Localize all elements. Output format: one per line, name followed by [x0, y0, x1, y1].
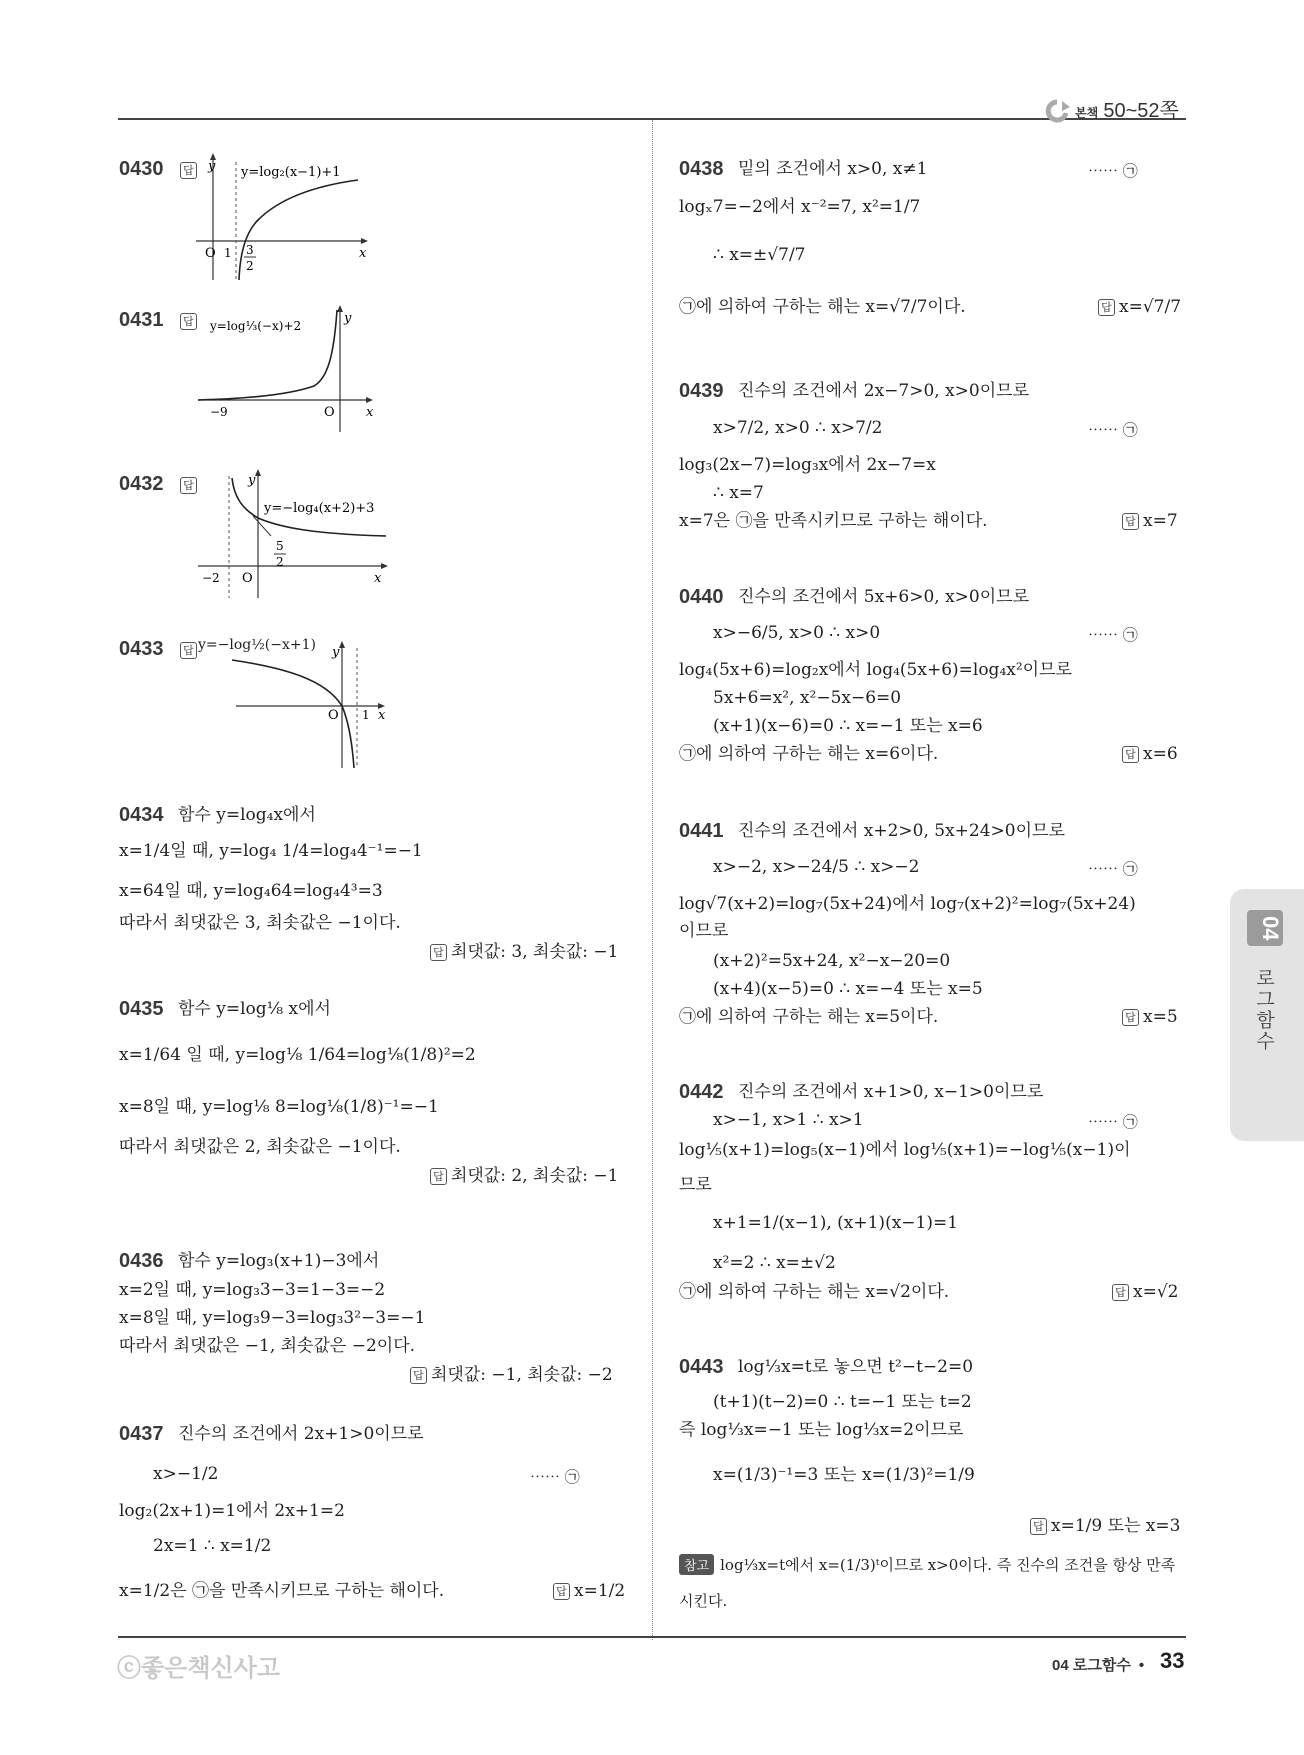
- bookmark-arrow-icon: [1044, 99, 1070, 123]
- svg-text:y: y: [332, 645, 340, 660]
- text-line: 2x=1 ∴ x=1/2: [153, 1536, 272, 1556]
- svg-text:y: y: [344, 311, 352, 326]
- svg-text:x: x: [359, 246, 367, 261]
- condition-mark: ⋯⋯ ㉠: [530, 1468, 580, 1486]
- problem-number-0437: 0437: [119, 1423, 164, 1445]
- text-line: x>−1, x>1 ∴ x>1: [713, 1110, 864, 1130]
- text-line: x=8일 때, y=log₃9−3=log₃3²−3=−1: [119, 1308, 426, 1328]
- text-line: 함수 y=log₄x에서: [178, 805, 316, 825]
- problem-number-0443: 0443: [679, 1356, 724, 1378]
- text-line: 이므로: [679, 921, 729, 941]
- svg-text:3: 3: [246, 243, 254, 257]
- problem-number-0440: 0440: [679, 586, 724, 608]
- svg-text:O: O: [242, 571, 253, 586]
- condition-mark: ⋯⋯ ㉠: [1088, 860, 1138, 878]
- answer-icon: 답: [180, 311, 201, 330]
- answer-icon: 답: [180, 640, 201, 659]
- svg-text:2: 2: [246, 259, 254, 273]
- answer-icon: 답: [180, 160, 201, 179]
- svg-text:O: O: [205, 246, 216, 261]
- graph-0430: [196, 152, 376, 282]
- svg-text:−2: −2: [202, 571, 220, 585]
- text-line: (x+1)(x−6)=0 ∴ x=−1 또는 x=6: [713, 716, 983, 736]
- text-line: ∴ x=7: [713, 483, 764, 503]
- text-line: x>−6/5, x>0 ∴ x>0: [713, 623, 881, 643]
- svg-text:O: O: [328, 708, 339, 723]
- footer-chapter: 04 로그함수 •: [1052, 1657, 1145, 1674]
- text-line: ㉠에 의하여 구하는 해는 x=6이다.: [679, 744, 939, 764]
- text-line: 5x+6=x², x²−5x−6=0: [713, 688, 902, 708]
- problem-number-0435: 0435: [119, 998, 164, 1020]
- book-label: 본책: [1075, 106, 1099, 120]
- answer-line: 답 x=7: [1122, 510, 1178, 532]
- problem-number-0431: 0431: [119, 309, 164, 331]
- text-line: 므로: [679, 1175, 712, 1195]
- text-line: 진수의 조건에서 5x+6>0, x>0이므로: [738, 587, 1030, 607]
- svg-text:1: 1: [362, 708, 370, 722]
- text-line: x+1=1/(x−1), (x+1)(x−1)=1: [713, 1213, 959, 1233]
- text-line: x²=2 ∴ x=±√2: [713, 1253, 836, 1273]
- condition-mark: ⋯⋯ ㉠: [1088, 421, 1138, 439]
- text-line: x=1/2은 ㉠을 만족시키므로 구하는 해이다.: [119, 1581, 445, 1601]
- text-line: (x+2)²=5x+24, x²−x−20=0: [713, 951, 951, 971]
- chapter-tab-number: 04: [1247, 910, 1283, 946]
- text-line: ㉠에 의하여 구하는 해는 x=√2이다.: [679, 1282, 950, 1302]
- column-divider: [652, 120, 653, 1640]
- text-line: 따라서 최댓값은 2, 최솟값은 −1이다.: [119, 1137, 401, 1157]
- problem-number-0432: 0432: [119, 473, 164, 495]
- text-line: log₂(2x+1)=1에서 2x+1=2: [119, 1501, 345, 1521]
- text-line: ㉠에 의하여 구하는 해는 x=5이다.: [679, 1007, 939, 1027]
- problem-number-0436: 0436: [119, 1250, 164, 1272]
- answer-line: 답 x=1/9 또는 x=3: [1030, 1515, 1181, 1537]
- answer-line: 답 x=5: [1122, 1006, 1178, 1028]
- text-line: log₄(5x+6)=log₂x에서 log₄(5x+6)=log₄x²이므로: [679, 660, 1072, 680]
- text-line: 따라서 최댓값은 3, 최솟값은 −1이다.: [119, 913, 401, 933]
- svg-text:−9: −9: [210, 405, 228, 419]
- text-line: ∴ x=±√7/7: [713, 245, 806, 265]
- problem-number-0439: 0439: [679, 380, 724, 402]
- condition-mark: ⋯⋯ ㉠: [1088, 626, 1138, 644]
- graph-0432: [196, 466, 416, 606]
- problem-number-0430: 0430: [119, 158, 164, 180]
- text-line: 함수 y=log₃(x+1)−3에서: [178, 1251, 380, 1271]
- graph-0433: [226, 640, 406, 770]
- text-line: log√7(x+2)=log₇(5x+24)에서 log₇(x+2)²=log₇(5x+24): [679, 894, 1136, 914]
- chapter-tab-title: 로그함수: [1253, 968, 1275, 1052]
- text-line: 함수 y=log⅛ x에서: [178, 999, 331, 1019]
- svg-text:O: O: [324, 405, 335, 420]
- svg-text:x: x: [366, 405, 374, 420]
- text-line: ㉠에 의하여 구하는 해는 x=√7/7이다.: [679, 297, 966, 317]
- text-line: log⅕(x+1)=log₅(x−1)에서 log⅕(x+1)=−log⅕(x−1)이: [679, 1140, 1131, 1160]
- text-line: x=1/64 일 때, y=log⅛ 1/64=log⅛(1/8)²=2: [119, 1045, 476, 1065]
- answer-line: 답 x=√7/7: [1098, 296, 1181, 318]
- svg-text:y: y: [248, 473, 256, 488]
- text-line: (t+1)(t−2)=0 ∴ t=−1 또는 t=2: [713, 1392, 972, 1412]
- text-line: x=7은 ㉠을 만족시키므로 구하는 해이다.: [679, 511, 988, 531]
- page-range: 50~52쪽: [1103, 100, 1179, 122]
- svg-text:2: 2: [276, 555, 284, 569]
- text-line: log₃(2x−7)=log₃x에서 2x−7=x: [679, 455, 936, 475]
- problem-number-0442: 0442: [679, 1081, 724, 1103]
- problem-number-0438: 0438: [679, 158, 724, 180]
- svg-text:y=log⅓(−x)+2: y=log⅓(−x)+2: [210, 319, 302, 333]
- text-line: x=2일 때, y=log₃3−3=1−3=−2: [119, 1280, 386, 1300]
- text-line: x=8일 때, y=log⅛ 8=log⅛(1/8)⁻¹=−1: [119, 1097, 439, 1117]
- svg-text:x: x: [374, 571, 382, 586]
- text-line: (x+4)(x−5)=0 ∴ x=−4 또는 x=5: [713, 979, 983, 999]
- text-line: x>−2, x>−24/5 ∴ x>−2: [713, 857, 920, 877]
- text-line: x=64일 때, y=log₄64=log₄4³=3: [119, 881, 383, 901]
- svg-text:x: x: [378, 708, 386, 723]
- page-number: 33: [1160, 1648, 1185, 1673]
- svg-text:5: 5: [276, 539, 284, 553]
- note-line-2: 시킨다.: [679, 1592, 728, 1610]
- text-line: 밑의 조건에서 x>0, x≠1: [738, 159, 928, 179]
- note-line: 참고 log⅓x=t에서 x=(1/3)ᵗ이므로 x>0이다. 즉 진수의 조건을 항상 만족: [679, 1554, 1175, 1575]
- svg-text:y: y: [208, 159, 216, 174]
- answer-line: 답 x=√2: [1112, 1281, 1178, 1303]
- svg-text:y=log₂(x−1)+1: y=log₂(x−1)+1: [241, 165, 341, 180]
- answer-line: 답 x=1/2: [553, 1580, 625, 1602]
- header-page-ref: [1044, 94, 1179, 123]
- text-line: x>−1/2: [153, 1464, 219, 1484]
- answer-line: 답 최댓값: 3, 최솟값: −1: [430, 941, 618, 963]
- condition-mark: ⋯⋯ ㉠: [1088, 162, 1138, 180]
- text-line: x=1/4일 때, y=log₄ 1/4=log₄4⁻¹=−1: [119, 841, 423, 861]
- note-tag: 참고: [679, 1554, 714, 1575]
- condition-mark: ⋯⋯ ㉠: [1088, 1113, 1138, 1131]
- text-line: x=(1/3)⁻¹=3 또는 x=(1/3)²=1/9: [713, 1465, 975, 1485]
- text-line: 진수의 조건에서 2x−7>0, x>0이므로: [738, 381, 1030, 401]
- problem-number-0434: 0434: [119, 804, 164, 826]
- text-line: 진수의 조건에서 x+2>0, 5x+24>0이므로: [738, 821, 1065, 841]
- curve-label-0433: y=−log½(−x+1): [198, 637, 316, 653]
- answer-line: 답 최댓값: 2, 최솟값: −1: [430, 1165, 618, 1187]
- text-line: 따라서 최댓값은 −1, 최솟값은 −2이다.: [119, 1336, 416, 1356]
- problem-number-0433: 0433: [119, 638, 164, 660]
- svg-text:1: 1: [224, 246, 232, 260]
- text-line: 진수의 조건에서 x+1>0, x−1>0이므로: [738, 1082, 1044, 1102]
- graph-0431: [196, 304, 396, 434]
- publisher-logo: ⓒ좋은책신사고: [117, 1655, 281, 1682]
- answer-line: 답 x=6: [1122, 743, 1178, 765]
- footer-rule: [118, 1636, 1186, 1638]
- text-line: 진수의 조건에서 2x+1>0이므로: [178, 1424, 424, 1444]
- answer-line: 답 최댓값: −1, 최솟값: −2: [410, 1364, 613, 1386]
- text-line: 즉 log⅓x=−1 또는 log⅓x=2이므로: [679, 1420, 964, 1440]
- answer-icon: 답: [180, 475, 201, 494]
- svg-text:y=−log₄(x+2)+3: y=−log₄(x+2)+3: [264, 501, 375, 516]
- text-line: logₓ7=−2에서 x⁻²=7, x²=1/7: [679, 197, 921, 217]
- text-line: x>7/2, x>0 ∴ x>7/2: [713, 418, 883, 438]
- text-line: log⅓x=t로 놓으면 t²−t−2=0: [738, 1357, 974, 1377]
- problem-number-0441: 0441: [679, 820, 724, 842]
